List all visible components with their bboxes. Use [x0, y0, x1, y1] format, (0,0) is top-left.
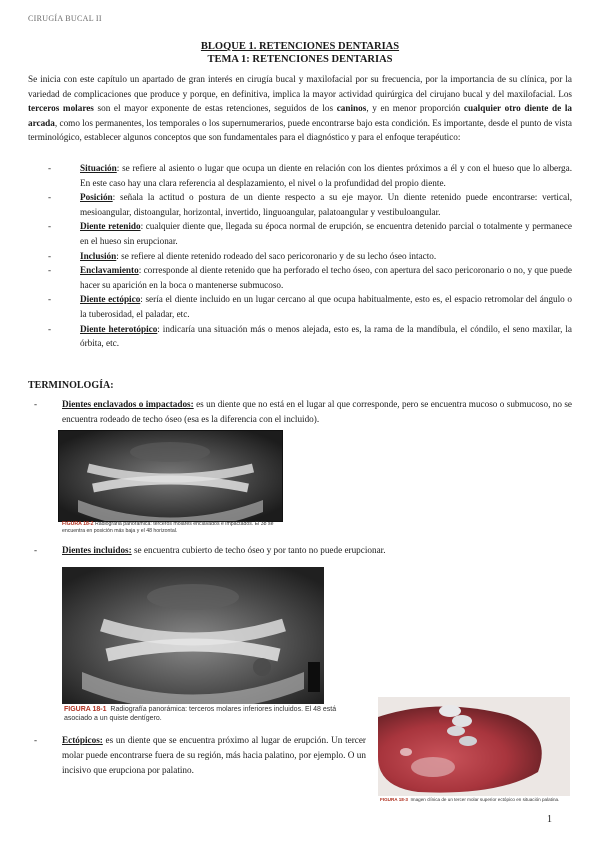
xray-drawing [58, 430, 283, 522]
intro-text-4: , como los permanentes, los temporales o los supernumerarios, puede encontrarse bajo esta condición. Es importante, desde el punto de vista terminológico, establecer algunos conceptos que son fundamentales para el diagnóstico y para el enfoque terapéutico: [28, 117, 572, 143]
page-number: 1 [547, 814, 552, 825]
topic-title: TEMA 1: RETENCIONES DENTARIAS [207, 54, 393, 65]
intro-bold-1: terceros molares [28, 103, 94, 114]
figure-label: FIGURA 18-1 [64, 706, 107, 713]
terminology-term: Dientes enclavados o impactados: [62, 399, 194, 409]
definition-text: : señala la actitud o postura de un diente respecto a su eje mayor. Un diente retenido puede encontrarse: vertical, mesioangular, distoangular, horizontal, invertido, linguoangular, palatoangular y vestibuloangular. [80, 192, 572, 217]
running-header: CIRUGÍA BUCAL II [28, 14, 102, 23]
definition-term: Inclusión [80, 250, 117, 261]
definition-text: : corresponde al diente retenido que ha perforado el techo óseo, con apertura del saco pericoronario o no, y que puede hacer su aparición en la boca o mantenerse submucoso. [80, 265, 572, 290]
intro-paragraph [28, 72, 572, 145]
figure-caption-text: Radiografía panorámica: terceros molares enclavados e impactados. El 38 se encuentra en posición más baja y el 48 horizontal. [62, 521, 274, 534]
definition-item: - Diente heterotópico: indicaría una situación más o menos alejada, esto es, la rama de la mandíbula, el cóndilo, el seno maxilar, la órbita, etc. [48, 323, 572, 349]
figure-caption-3 [380, 797, 572, 803]
intro-text-3: , y en menor proporción [366, 103, 464, 114]
intro-text-2: son el mayor exponente de estas retenciones, seguidos de los [93, 103, 337, 114]
xray-drawing [62, 567, 324, 704]
definition-term: Diente retenido [80, 221, 141, 232]
panoramic-xray-impacted [58, 430, 283, 522]
block-title: BLOQUE 1. RETENCIONES DENTARIAS [200, 41, 400, 52]
terminology-text: se encuentra cubierto de techo óseo y por tanto no puede erupcionar. [131, 545, 386, 555]
definition-item: - Posición: señala la actitud o postura de un diente respecto a su eje mayor. Un diente retenido puede encontrarse: vertical, mesioangular, distoangular, horizontal, invertido, linguoangular, palatoangular y vestibuloangular. [48, 192, 572, 217]
definition-text: : sería el diente incluido en un lugar cercano al que ocupa habitualmente, esto es, el espacio retromolar del ángulo o la tuberosidad, el paladar, etc. [80, 294, 572, 319]
definition-item: - Situación: se refiere al asiento o lugar que ocupa un diente en relación con los dientes próximos a él y con el hueso que lo alberga. En este caso hay una clara referencia al desplazamiento, el nivel o la profundidad del propio diente. [48, 163, 572, 188]
definition-term: Diente ectópico [80, 294, 141, 305]
terminology-term: Dientes incluidos: [62, 545, 132, 555]
definitions-list [28, 161, 572, 351]
definition-item: - Diente ectópico: sería el diente incluido en un lugar cercano al que ocupa habitualmente, esto es, el espacio retromolar del ángulo o la tuberosidad, el paladar, etc. [48, 294, 572, 319]
figure-label: FIGURA 18-3 [380, 797, 408, 802]
definition-term: Posición [80, 192, 113, 203]
figure-caption-2 [64, 705, 346, 723]
terminology-text: es un diente que no está en el lugar al que corresponde, pero se encuentra mucoso o submucoso, no se encuentra rodeado de techo óseo (esa es la diferencia con el incluido). [62, 399, 572, 424]
terminology-term: Ectópicos: [62, 735, 103, 745]
definition-text: : se refiere al diente retenido rodeado del saco pericoronario y de su lecho óseo intacto. [116, 250, 437, 261]
intro-bold-3: cualquier otro diente de la arcada [28, 103, 572, 128]
definition-term: Diente heterotópico [80, 323, 158, 334]
figure-label: FIGURA 18-2 [62, 521, 94, 527]
definition-item: - Enclavamiento: corresponde al diente retenido que ha perforado el techo óseo, con apertura del saco pericoronario o no, y que puede hacer su aparición en la boca o mantenerse submucoso. [48, 265, 572, 290]
photo-drawing [378, 697, 570, 796]
definition-text: : indicaría una situación más o menos alejada, esto es, la rama de la mandíbula, el cóndilo, el seno maxilar, la órbita, etc. [80, 323, 572, 349]
terminology-item-enclavados: - Dientes enclavados o impactados: es un diente que no está en el lugar al que corresponde, pero se encuentra mucoso o submucoso, no se encuentra rodeado de techo óseo (esa es la diferencia con el incluido). [34, 399, 572, 424]
definition-item: - Diente retenido: cualquier diente que, llegada su época normal de erupción, se encuentra detenido parcial o totalmente y permanece en el hueso sin erupcionar. [48, 221, 572, 246]
clinical-photo-ectopic-molar [378, 697, 570, 796]
terminology-item-incluidos: - Dientes incluidos: se encuentra cubierto de techo óseo y por tanto no puede erupcionar. [34, 545, 386, 555]
panoramic-xray-included [62, 567, 324, 704]
definition-term: Enclavamiento [80, 265, 139, 276]
definition-text: : cualquier diente que, llegada su época normal de erupción, se encuentra detenido parcial o totalmente y permanece en el hueso sin erupcionar. [80, 221, 572, 246]
figure-caption-text: Radiografía panorámica: terceros molares inferiores incluidos. El 48 está asociado a un quiste dentígero. [64, 706, 337, 722]
terminology-heading: TERMINOLOGÍA: [28, 380, 114, 391]
definition-term: Situación [80, 163, 117, 173]
terminology-text: es un diente que se encuentra próximo al lugar de erupción. Un tercer molar puede encontrarse fuera de su región, más hacia palatino, por ejemplo. O un incisivo que erupciona por palatino. [62, 735, 366, 776]
intro-text-1: Se inicia con este capítulo un apartado de gran interés en cirugía bucal y maxilofacial por su frecuencia, por la importancia de su clínica, por la variedad de complicaciones que produce y porque, en definitiva, implica la mayor actividad quirúrgica del cirujano bucal y del maxilofacial. Los [28, 74, 572, 99]
terminology-item-ectopicos: - Ectópicos: es un diente que se encuentra próximo al lugar de erupción. Un tercer molar puede encontrarse fuera de su región, más hacia palatino, por ejemplo. O un incisivo que erupciona por palatino. [34, 735, 366, 776]
definition-item: - Inclusión: se refiere al diente retenido rodeado del saco pericoronario y de su lecho óseo intacto. [48, 250, 437, 261]
title-block [0, 40, 600, 66]
figure-caption-1 [62, 521, 287, 535]
intro-bold-2: caninos [336, 103, 367, 114]
figure-caption-text: Imagen clínica de un tercer molar superior ectópico en situación palatina. [410, 797, 560, 802]
definition-text: : se refiere al asiento o lugar que ocupa un diente en relación con los dientes próximos a él y con el hueso que lo alberga. En este caso hay una clara referencia al desplazamiento, el nivel o la profundidad del propio diente. [80, 163, 572, 188]
